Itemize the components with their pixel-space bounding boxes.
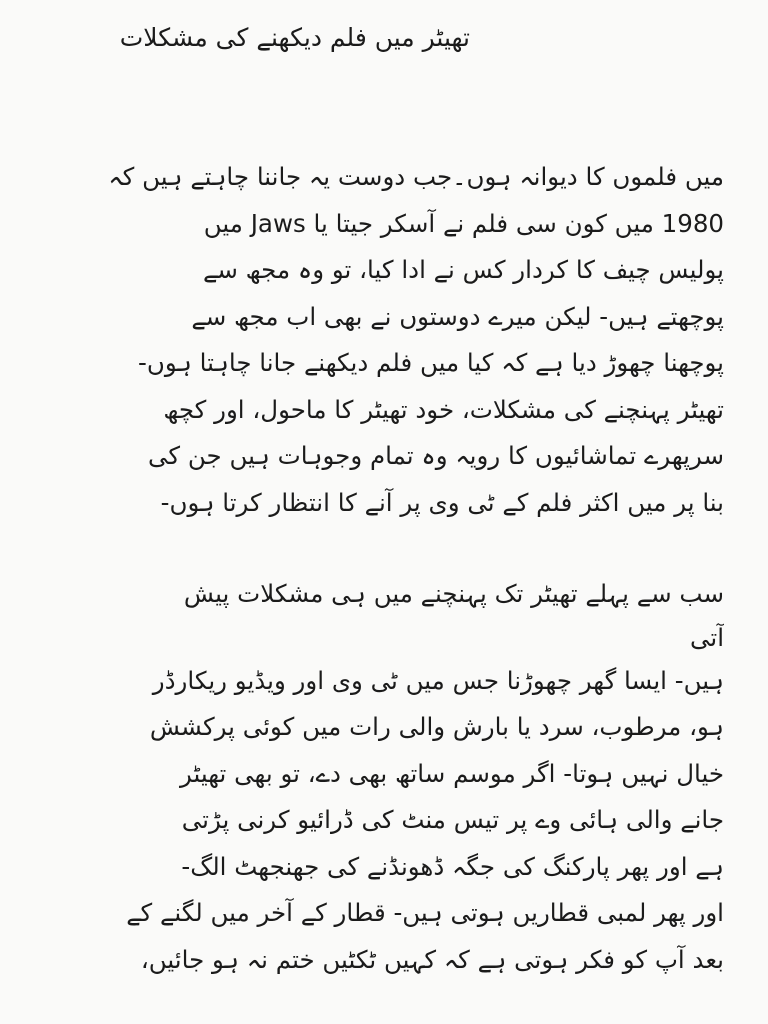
text-line: تھیٹر پہنچنے کی مشکلات، خود تھیٹر کا ماحول، اور کچھ [163,394,724,424]
text-line: میں فلموں کا دیوانہ ہوں۔جب دوست یہ جاننا چاہتے ہیں کہ [108,162,724,191]
text-line: خیال نہیں ہوتا- اگر موسم ساتھ بھی دے، تو بھی تھیٹر [179,758,724,788]
paragraph-2 [36,571,724,983]
text-line: پوچھتے ہیں- لیکن میرے دوستوں نے بھی اب مجھ سے [191,301,724,331]
document-title: تھیٹر میں فلم دیکھنے کی مشکلات [119,23,470,52]
paragraph-1 [36,154,724,526]
text-line: آتی [689,622,724,652]
text-line: ہے اور پھر پارکنگ کی جگہ ڈھونڈنے کی جھنجھٹ الگ- [181,851,724,881]
text-line: ہو، مرطوب، سرد یا بارش والی رات میں کوئی پرکشش [149,712,724,741]
text-line: جانے والی ہائی وے پر تیس منٹ کی ڈرائیو کرنی پڑتی [181,805,724,834]
text-line: بعد آپ کو فکر ہوتی ہے کہ کہیں ٹکٹیں ختم نہ ہو جائیں، [140,944,724,974]
text-line: اور پھر لمبی قطاریں ہوتی ہیں- قطار کے آخر میں لگنے کے [126,898,724,927]
text-line: پولیس چیف کا کردار کس نے ادا کیا، تو وہ مجھ سے [203,255,724,284]
text-line: سرپھرے تماشائیوں کا رویہ وہ تمام وجوہات ہیں جن کی [148,441,724,470]
text-line: بنا پر میں اکثر فلم کے ٹی وی پر آنے کا انتظار کرتا ہوں- [160,487,724,517]
text-line: ہیں- ایسا گھر چھوڑنا جس میں ٹی وی اور ویڈیو ریکارڈر [152,665,724,695]
text-line: سب سے پہلے تھیٹر تک پہنچنے میں ہی مشکلات پیش [183,579,724,608]
text-line: پوچھنا چھوڑ دیا ہے کہ کیا میں فلم دیکھنے جانا چاہتا ہوں- [138,348,724,377]
text-line: 1980 میں کون سی فلم نے آسکر جیتا یا Jaws میں [203,208,724,238]
